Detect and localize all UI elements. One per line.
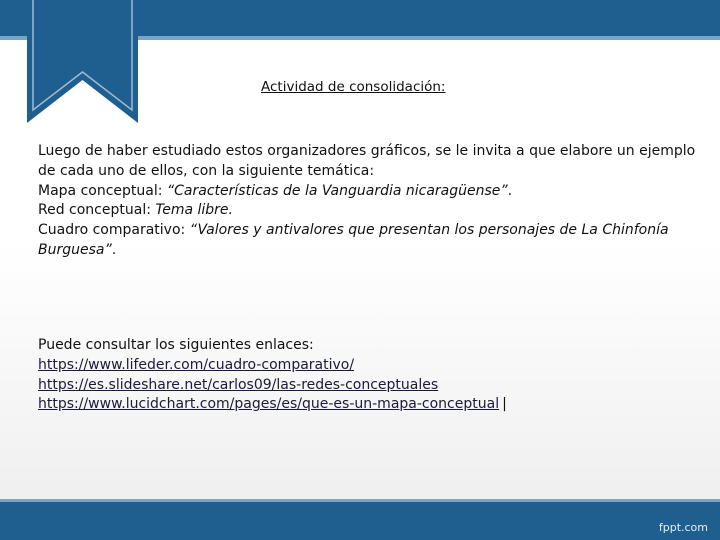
red-topic: Tema libre. [155,202,233,219]
brand-watermark: fppt.com [658,521,708,534]
link-lifeder[interactable]: https://www.lifeder.com/cuadro-comparativo/ [38,356,355,373]
link-slideshare[interactable]: https://es.slideshare.net/carlos09/las-redes-conceptuales [38,376,439,393]
slide-title: Actividad de consolidación: [261,79,446,95]
bottom-banner [0,499,720,540]
mapa-conceptual-line [38,182,698,202]
mapa-topic: “Características de la Vanguardia nicaragüense” [166,182,508,199]
cuadro-comparativo-line [38,221,698,261]
reference-links [38,336,698,415]
cuadro-end: . [111,241,117,258]
mapa-label: Mapa conceptual: [38,182,167,199]
bottom-banner-accent-line [0,499,720,502]
links-intro: Puede consultar los siguientes enlaces: [38,337,314,353]
cuadro-label: Cuadro comparativo: [38,222,190,239]
bookmark-ribbon-icon [27,0,138,123]
intro-paragraph: Luego de haber estudiado estos organizadores gráficos, se le invita a que elabore un ejemplo de cada uno de ellos, con la siguiente temática: [38,143,696,179]
link-lucidchart[interactable]: https://www.lucidchart.com/pages/es/que-es-un-mapa-conceptual [38,396,500,413]
text-cursor: | [502,396,507,413]
cuadro-topic: “Valores y antivalores que presentan los personajes de La Chinfonía Burguesa” [38,222,669,258]
mapa-end: . [507,182,513,199]
red-conceptual-line [38,201,698,221]
red-label: Red conceptual: [38,202,156,219]
activity-instructions [38,142,698,261]
